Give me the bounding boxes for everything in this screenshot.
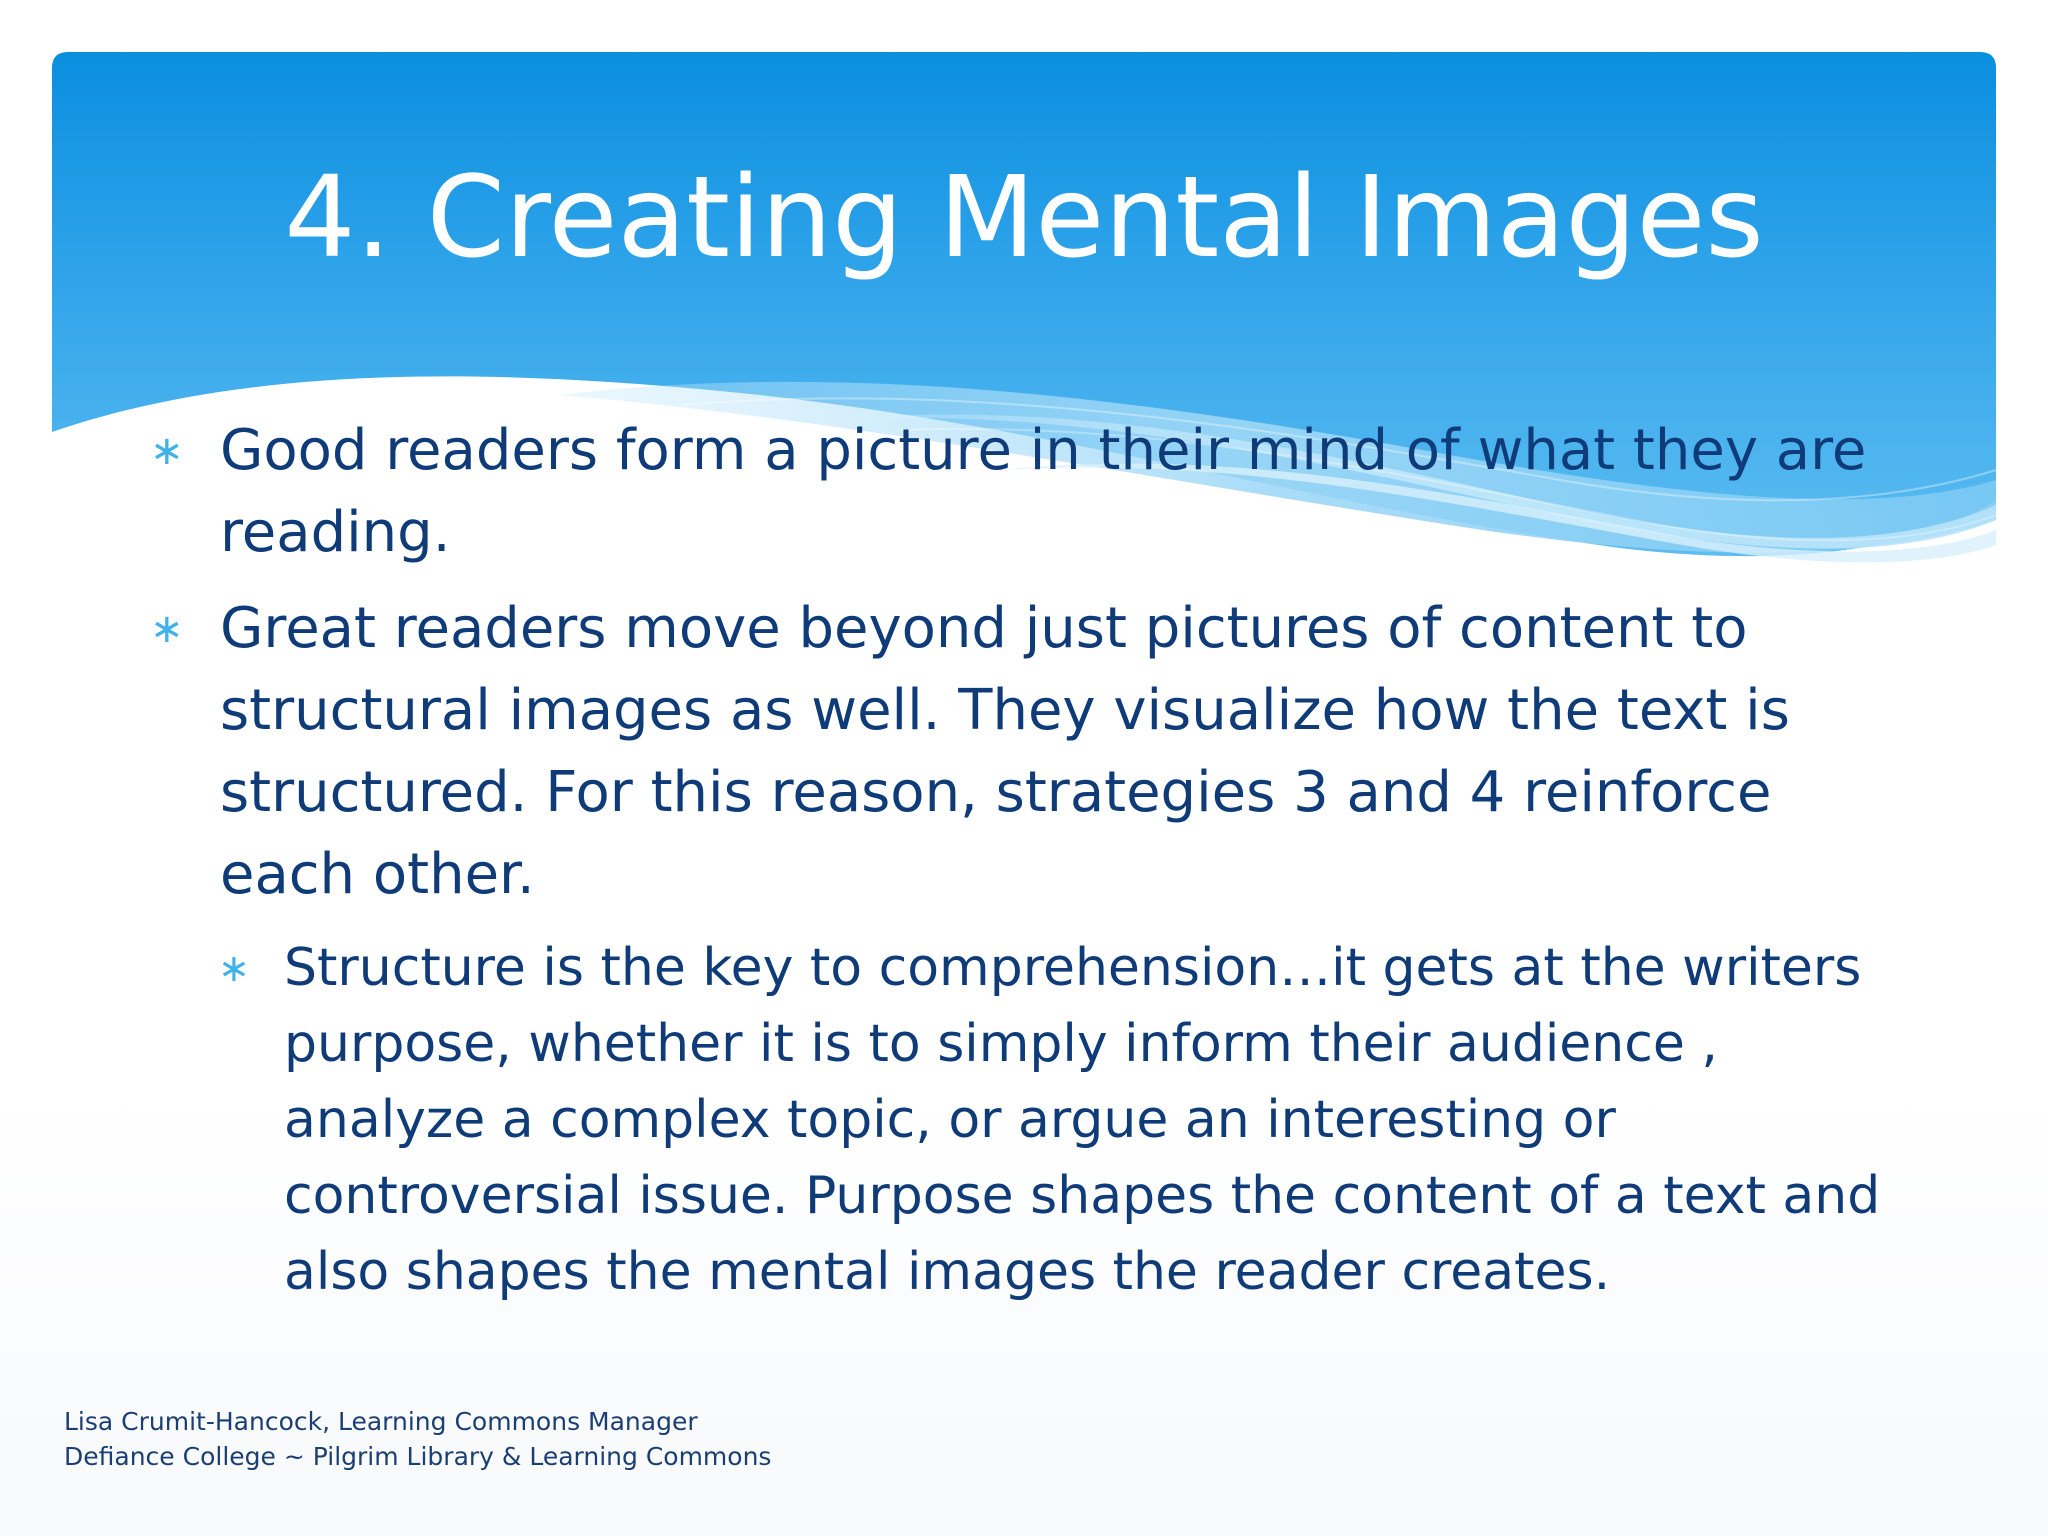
bullet-item [150, 410, 1910, 574]
slide-body [150, 410, 1910, 1310]
footer-line-institution: Defiance College ~ Pilgrim Library & Learning Commons [64, 1442, 772, 1471]
asterisk-icon: ∗ [150, 606, 184, 652]
bullet-item [150, 588, 1910, 916]
sub-bullet-text: Structure is the key to comprehension…it gets at the writers purpose, whether it is to simply inform their audience , analyze a complex topic, or argue an interesting or controversial issue. Purpose shapes the content of a text and also shapes the mental images the reader creates. [284, 938, 1881, 1302]
bullet-text: Good readers form a picture in their mind of what they are reading. [220, 418, 1867, 565]
asterisk-icon: ∗ [150, 428, 184, 474]
footer-line-author: Lisa Crumit-Hancock, Learning Commons Manager [64, 1407, 698, 1436]
sub-bullet-item [218, 930, 1910, 1310]
slide-title: 4. Creating Mental Images [284, 153, 1764, 283]
asterisk-icon: ∗ [218, 946, 250, 990]
bullet-text: Great readers move beyond just pictures of content to structural images as well. They visualize how the text is structured. For this reason, strategies 3 and 4 reinforce each other. [220, 596, 1790, 907]
footer-credit [64, 1404, 771, 1474]
